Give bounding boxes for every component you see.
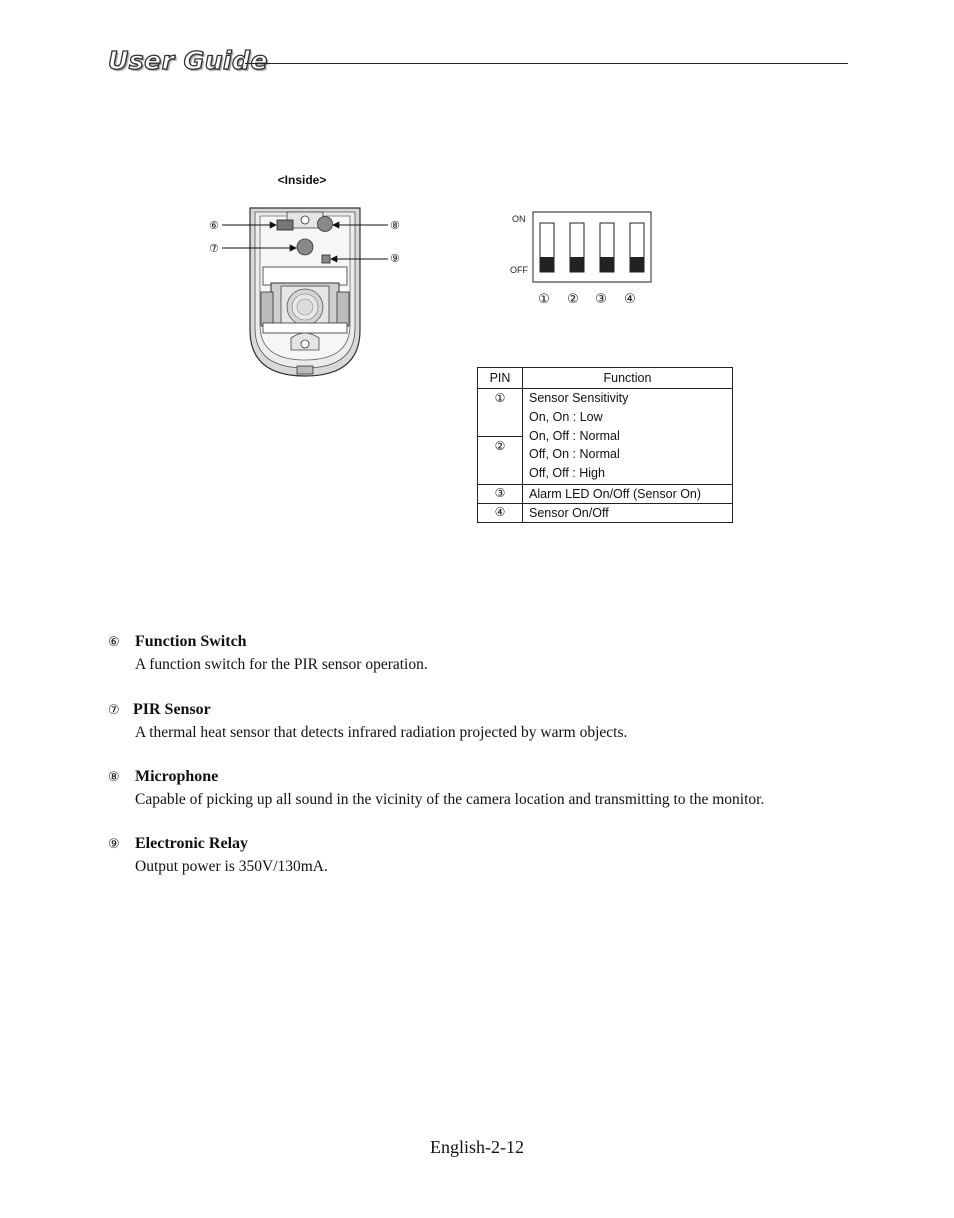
dip-switch-3 xyxy=(600,223,614,272)
dip-switch-1 xyxy=(540,223,554,272)
dip-switch-4 xyxy=(630,223,644,272)
section-body: A thermal heat sensor that detects infrared radiation projected by warm objects. xyxy=(135,724,628,741)
dip-on-label: ON xyxy=(512,214,526,224)
dip-switch-2 xyxy=(570,223,584,272)
function-line: Off, Off : High xyxy=(529,466,605,480)
section-title: Function Switch xyxy=(135,633,247,650)
callout-6: ⑥ xyxy=(209,219,219,232)
table-header-row xyxy=(478,368,733,389)
pin-cell: ④ xyxy=(478,504,523,523)
figure-caption: <Inside> xyxy=(277,173,327,187)
section-number: ⑨ xyxy=(108,837,120,852)
pin-cell: ② xyxy=(478,437,523,485)
pin-function-table xyxy=(477,367,733,523)
section-body: A function switch for the PIR sensor operation. xyxy=(135,656,428,673)
section-number: ⑧ xyxy=(108,770,120,785)
section-title: Microphone xyxy=(135,768,219,785)
function-line: On, On : Low xyxy=(529,409,603,424)
pin-cell: ③ xyxy=(478,485,523,504)
table-row xyxy=(478,389,733,437)
header-rule xyxy=(245,63,848,64)
function-cell-sensitivity xyxy=(523,389,733,485)
function-line: Off, On : Normal xyxy=(529,447,620,462)
callout-7: ⑦ xyxy=(209,242,219,255)
relay-part xyxy=(322,255,330,263)
microphone-part xyxy=(318,217,333,232)
dip-off-label: OFF xyxy=(510,265,528,275)
section-number: ⑥ xyxy=(108,635,120,650)
table-row xyxy=(478,504,733,523)
function-cell: Alarm LED On/Off (Sensor On) xyxy=(523,485,733,504)
pin-header: PIN xyxy=(478,368,523,389)
dip-number-3: ③ xyxy=(595,292,607,307)
function-header: Function xyxy=(523,368,733,389)
pin-cell: ① xyxy=(478,389,523,437)
function-cell: Sensor On/Off xyxy=(523,504,733,523)
section-body: Output power is 350V/130mA. xyxy=(135,858,328,875)
callout-9: ⑨ xyxy=(390,252,400,265)
table-row xyxy=(478,485,733,504)
page-number: English-2-12 xyxy=(430,1137,524,1157)
pir-sensor-part xyxy=(297,239,313,255)
function-line: On, Off : Normal xyxy=(529,428,620,443)
dip-number-4: ④ xyxy=(624,292,636,307)
dip-switch-diagram xyxy=(505,208,655,284)
section-title: PIR Sensor xyxy=(133,701,211,718)
section-body: Capable of picking up all sound in the vicinity of the camera location and transmitting to the monitor. xyxy=(135,791,765,808)
dip-number-2: ② xyxy=(567,292,579,307)
page-header-title: User Guide xyxy=(108,46,268,75)
callout-8: ⑧ xyxy=(390,219,400,232)
function-line: Sensor Sensitivity xyxy=(529,391,629,405)
section-number: ⑦ xyxy=(108,703,120,718)
dip-number-1: ① xyxy=(538,292,550,307)
function-switch-part xyxy=(277,220,293,230)
section-title: Electronic Relay xyxy=(135,835,249,852)
sensor-inside-illustration xyxy=(205,200,405,385)
